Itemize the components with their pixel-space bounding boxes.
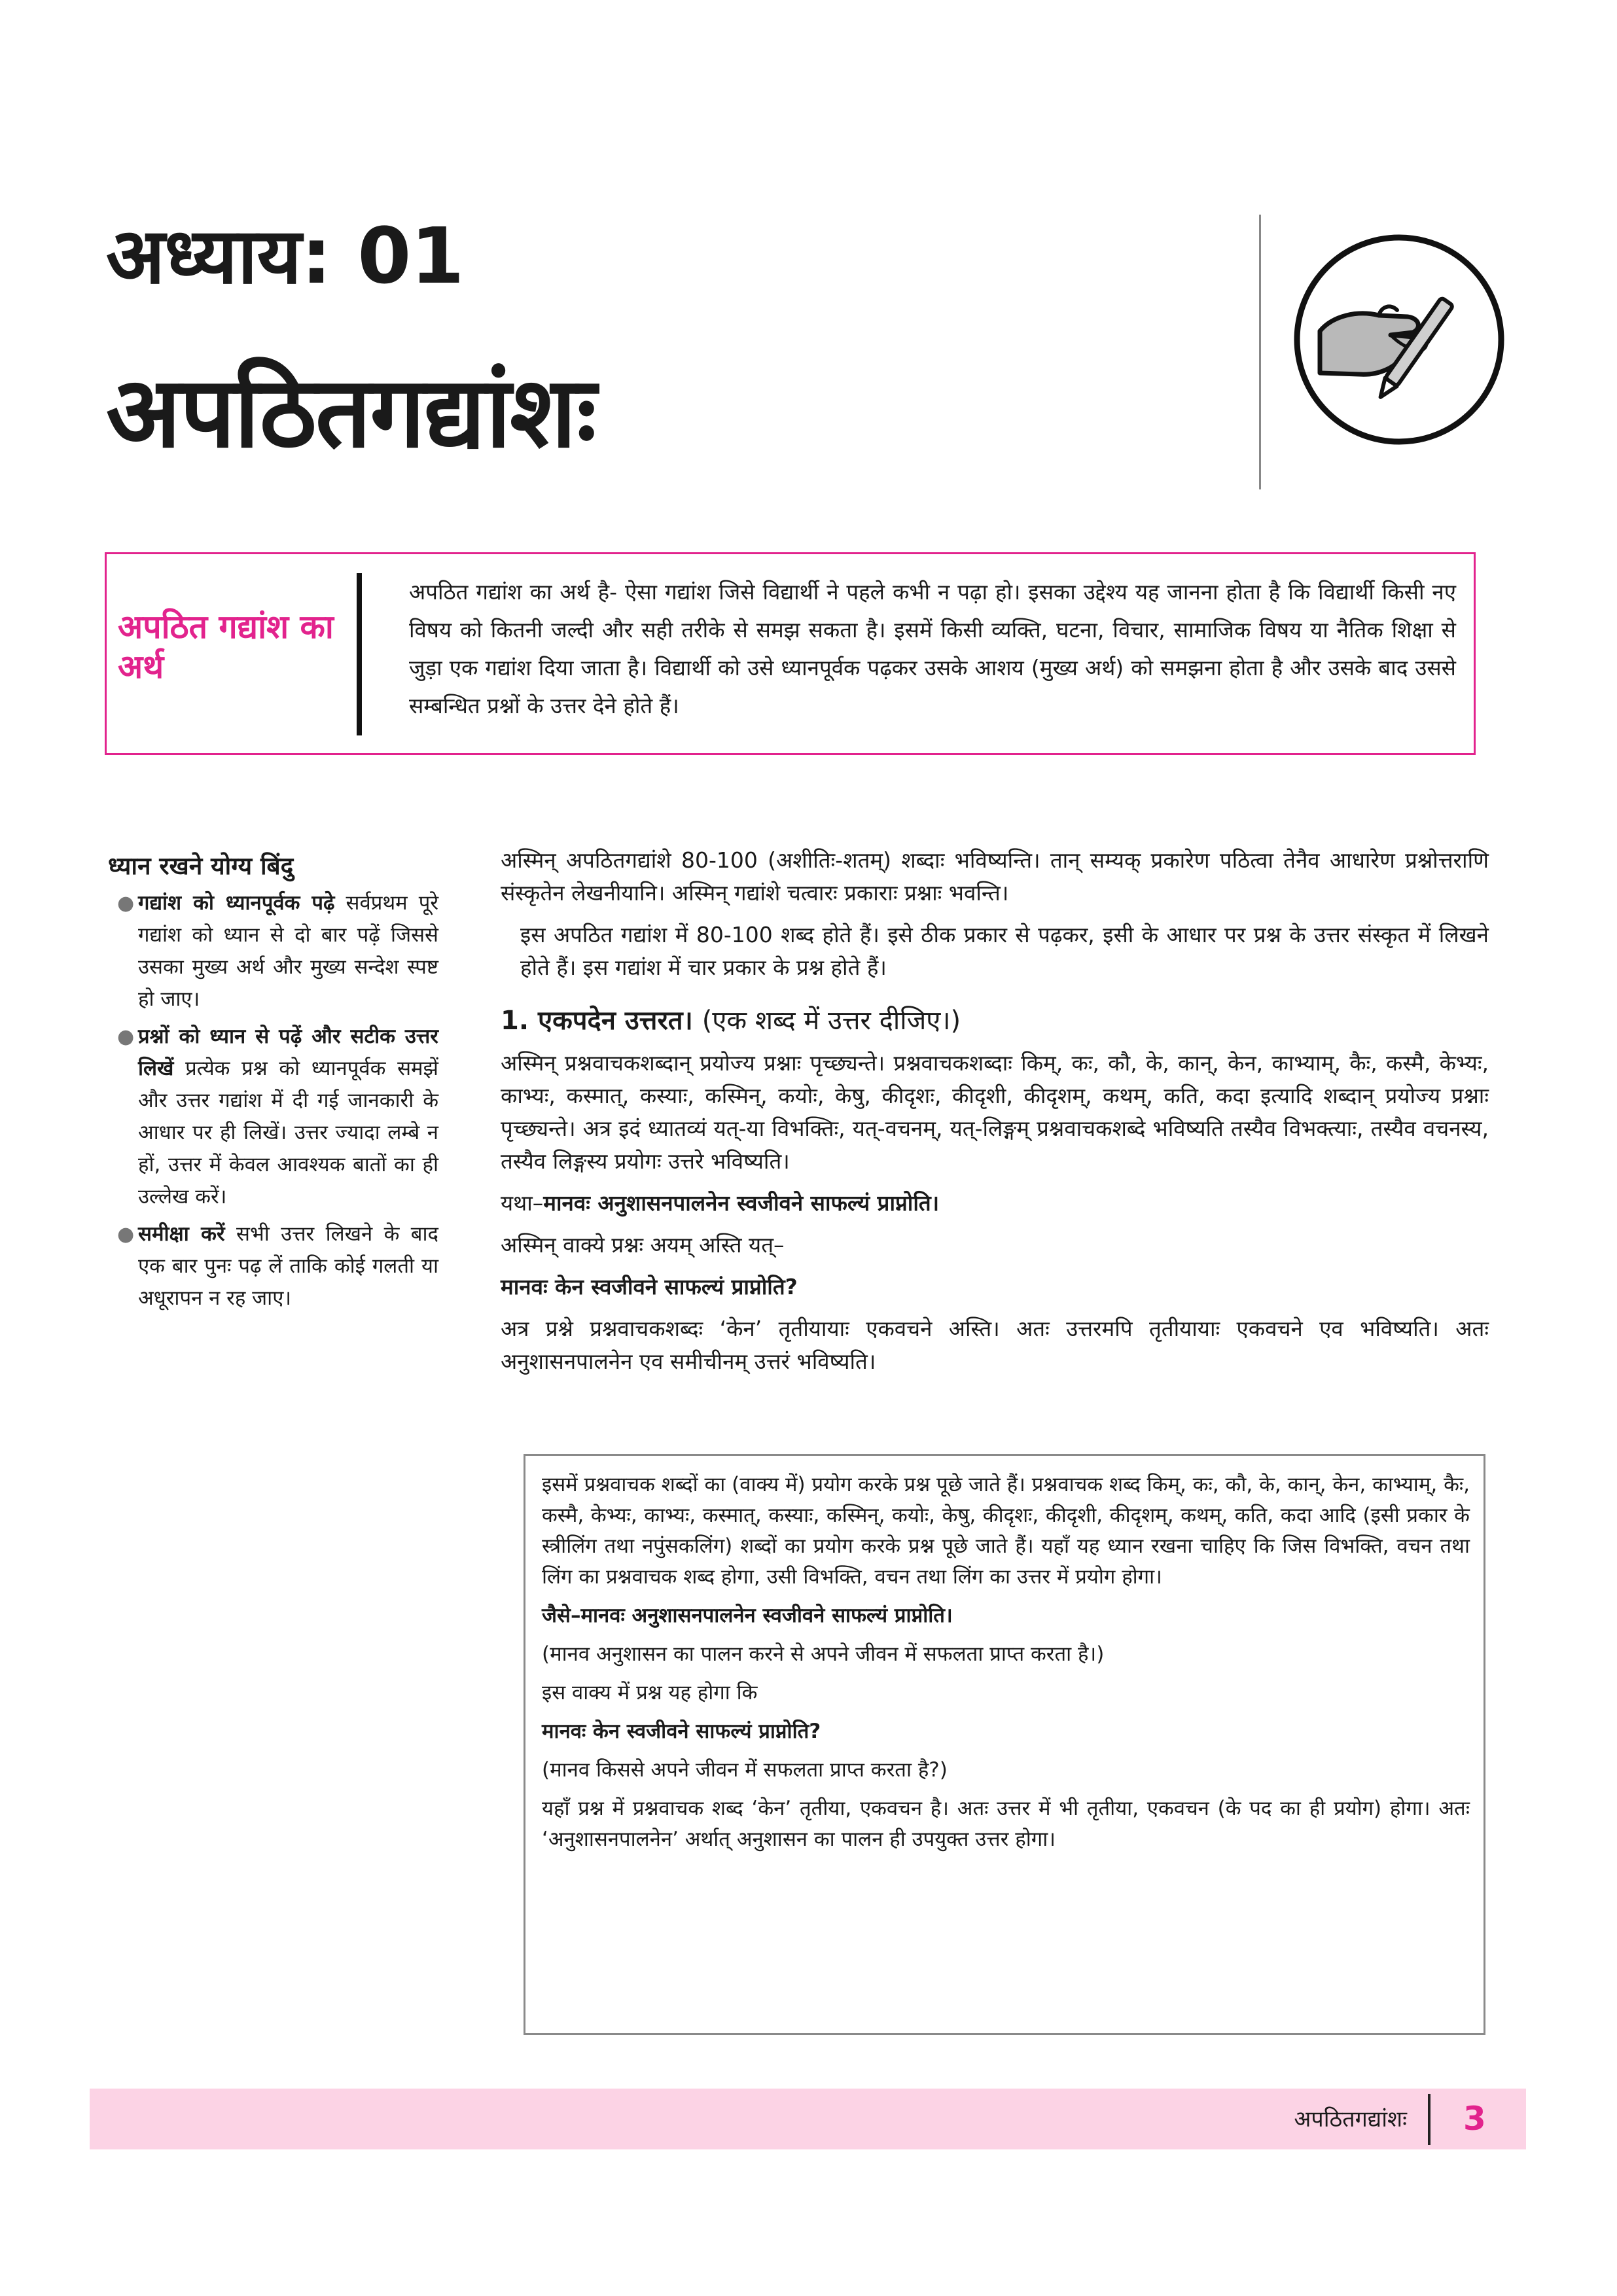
- tip-item: [108, 887, 438, 1016]
- definition-heading: अपठित गद्यांश का अर्थ: [118, 608, 334, 686]
- tip-title: समीक्षा करें: [138, 1222, 225, 1246]
- question-line: मानवः केन स्वजीवने साफल्यं प्राप्नोति?: [501, 1274, 798, 1299]
- definition-text: अपठित गद्यांश का अर्थ है- ऐसा गद्यांश जिसे विद्यार्थी ने पहले कभी न पढ़ा हो। इसका उद्देश्य यह जानना होता है कि विद्यार्थी किसी नए विषय को कितनी जल्दी और सही तरीके से समझ सकता है। इसमें किसी व्यक्ति, घटना, विचार, सामाजिक विषय या नैतिक शिक्षा से जुड़ा एक गद्यांश दिया जाता है। विद्यार्थी को उसे ध्यानपूर्वक पढ़कर उसके आशय (मुख्य अर्थ) को समझना होता है और उसके बाद उससे सम्बन्धित प्रश्नों के उत्तर देने होते हैं।: [409, 579, 1456, 718]
- example-sentence: मानवः अनुशासनपालनेन स्वजीवने साफल्यं प्राप्नोति।: [543, 1190, 940, 1216]
- bullet-icon: ●: [117, 892, 135, 915]
- footer-divider: [1428, 2094, 1430, 2145]
- section-subtitle: (एक शब्द में उत्तर दीजिए।): [702, 1006, 961, 1036]
- explanation-example-hindi: (मानव अनुशासन का पालन करने से अपने जीवन में सफलता प्राप्त करता है।): [542, 1642, 1105, 1666]
- answer-paragraph: अत्र प्रश्ने प्रश्नवाचकशब्दः ‘केन’ तृतीयायाः एकवचने अस्ति। अतः उत्तरमपि तृतीयायाः एकवचने एव भविष्यति। अतः अनुशासनपालनेन एव समीचीनम् उत्तरं भविष्यति।: [501, 1316, 1489, 1374]
- explanation-question: मानवः केन स्वजीवने साफल्यं प्राप्नोति?: [542, 1720, 821, 1743]
- explanation-question-hindi: (मानव किससे अपने जीवन में सफलता प्राप्त करता है?): [542, 1758, 948, 1782]
- intro-hindi: इस अपठित गद्यांश में 80-100 शब्द होते हैं। इसे ठीक प्रकार से पढ़कर, इसी के आधार पर प्रश्न के उत्तर संस्कृत में लिखने होते हैं। इस गद्यांश में चार प्रकार के प्रश्न होते हैं।: [520, 922, 1489, 980]
- explanation-example: जैसे–मानवः अनुशासनपालनेन स्वजीवने साफल्यं प्राप्नोति।: [542, 1604, 953, 1627]
- tip-title: गद्यांश को ध्यानपूर्वक पढ़े: [138, 891, 335, 915]
- tip-title: प्रश्नों को ध्यान से पढ़ें और सटीक उत्तर लिखें: [138, 1025, 438, 1081]
- section-paragraph: अस्मिन् प्रश्नवाचकशब्दान् प्रयोज्य प्रश्नाः पृच्छ्यन्ते। प्रश्नवाचकशब्दाः किम्, कः, कौ, के, कान्, केन, काभ्याम्, कैः, कस्मै, केभ्यः, काभ्यः, कस्मात्, कस्याः, कस्मिन्, कयोः, केषु, कीदृशः, कीदृशी, कीदृशम्, कथम्, कति, कदा इत्यादि शब्दान् प्रयोज्य प्रश्नाः पृच्छ्यन्ते। अत्र इदं ध्यातव्यं यत्-या विभक्तिः, यत्-वचनम्, यत्-लिङ्गम् प्रश्नवाचकशब्दे भविष्यति तस्यैव विभक्त्याः, तस्यैव वचनस्य, तस्यैव लिङ्गस्य प्रयोगः उत्तरे भविष्यति।: [501, 1050, 1489, 1174]
- tips-heading: ध्यान रखने योग्य बिंदु: [108, 852, 294, 880]
- intro-sanskrit: अस्मिन् अपठितगद्यांशे 80-100 (अशीतिः-शतम्) शब्दाः भविष्यन्ति। तान् सम्यक् प्रकारेण पठित्वा तेनैव आधारेण प्रश्नोत्तराणि संस्कृतेन लेखनीयानि। अस्मिन् गद्यांशे चत्वारः प्रकाराः प्रश्नाः भवन्ति।: [501, 847, 1489, 906]
- tips-sidebar: [108, 852, 438, 1320]
- definition-divider: [357, 573, 362, 735]
- section-heading: [501, 1004, 1489, 1038]
- explanation-content: [542, 1470, 1470, 1863]
- header-divider: [1259, 215, 1261, 489]
- example-label: यथा–: [501, 1190, 544, 1216]
- chapter-label: अध्याय: 01: [106, 211, 464, 301]
- explanation-question-intro: इस वाक्य में प्रश्न यह होगा कि: [542, 1681, 758, 1704]
- tip-item: [108, 1218, 438, 1315]
- tip-text: प्रत्येक प्रश्न को ध्यानपूर्वक समझें और उत्तर गद्यांश में दी गई जानकारी के आधार पर ही लिखें। उत्तर ज्यादा लम्बे न हों, उत्तर में केवल आवश्यक बातों का ही उल्लेख करें।: [138, 1057, 438, 1209]
- tip-text: सभी उत्तर लिखने के बाद एक बार पुनः पढ़ लें ताकि कोई गलती या अधूरापन न रह जाए।: [138, 1222, 438, 1311]
- question-intro: अस्मिन् वाक्ये प्रश्नः अयम् अस्ति यत्–: [501, 1232, 785, 1258]
- footer-chapter-label: अपठितगद्यांशः: [1294, 2106, 1407, 2132]
- bullet-icon: ●: [117, 1025, 135, 1049]
- bullet-icon: ●: [117, 1223, 135, 1246]
- explanation-paragraph: इसमें प्रश्नवाचक शब्दों का (वाक्य में) प्रयोग करके प्रश्न पूछे जाते हैं। प्रश्नवाचक शब्द किम्, कः, कौ, के, कान्, केन, काभ्याम्, कैः, कस्मै, केभ्यः, काभ्यः, कस्मात्, कस्याः, कस्मिन्, कयोः, केषु, कीदृशः, कीदृशी, कीदृशम्, कथम्, कति, कदा आदि (इसी प्रकार के स्त्रीलिंग तथा नपुंसकलिंग) शब्दों का प्रयोग करके प्रश्न पूछे जाते हैं। यहाँ यह ध्यान रखना चाहिए कि जिस विभक्ति, वचन तथा लिंग का प्रश्नवाचक शब्द होगा, उसी विभक्ति, वचन तथा लिंग का उत्तर में प्रयोग होगा।: [542, 1473, 1470, 1589]
- tip-item: [108, 1021, 438, 1213]
- main-content: [501, 844, 1489, 1387]
- chapter-title: अपठितगद्यांशः: [106, 356, 595, 470]
- page-number: 3: [1463, 2100, 1486, 2138]
- section-title: 1. एकपदेन उत्तरत।: [501, 1006, 693, 1036]
- tip-text: सर्वप्रथम पूरे गद्यांश को ध्यान से दो बार पढ़ें जिससे उसका मुख्य अर्थ और मुख्य सन्देश स्पष्ट हो जाए।: [138, 891, 439, 1012]
- example-line: [501, 1187, 1489, 1220]
- hand-writing-pencil-icon: [1292, 233, 1506, 446]
- explanation-conclusion: यहाँ प्रश्न में प्रश्नवाचक शब्द ‘केन’ तृतीया, एकवचन है। अतः उत्तर में भी तृतीया, एकवचन (के पद का ही प्रयोग) होगा। अतः ‘अनुशासनपालनेन’ अर्थात् अनुशासन का पालन ही उपयुक्त उत्तर होगा।: [542, 1797, 1470, 1851]
